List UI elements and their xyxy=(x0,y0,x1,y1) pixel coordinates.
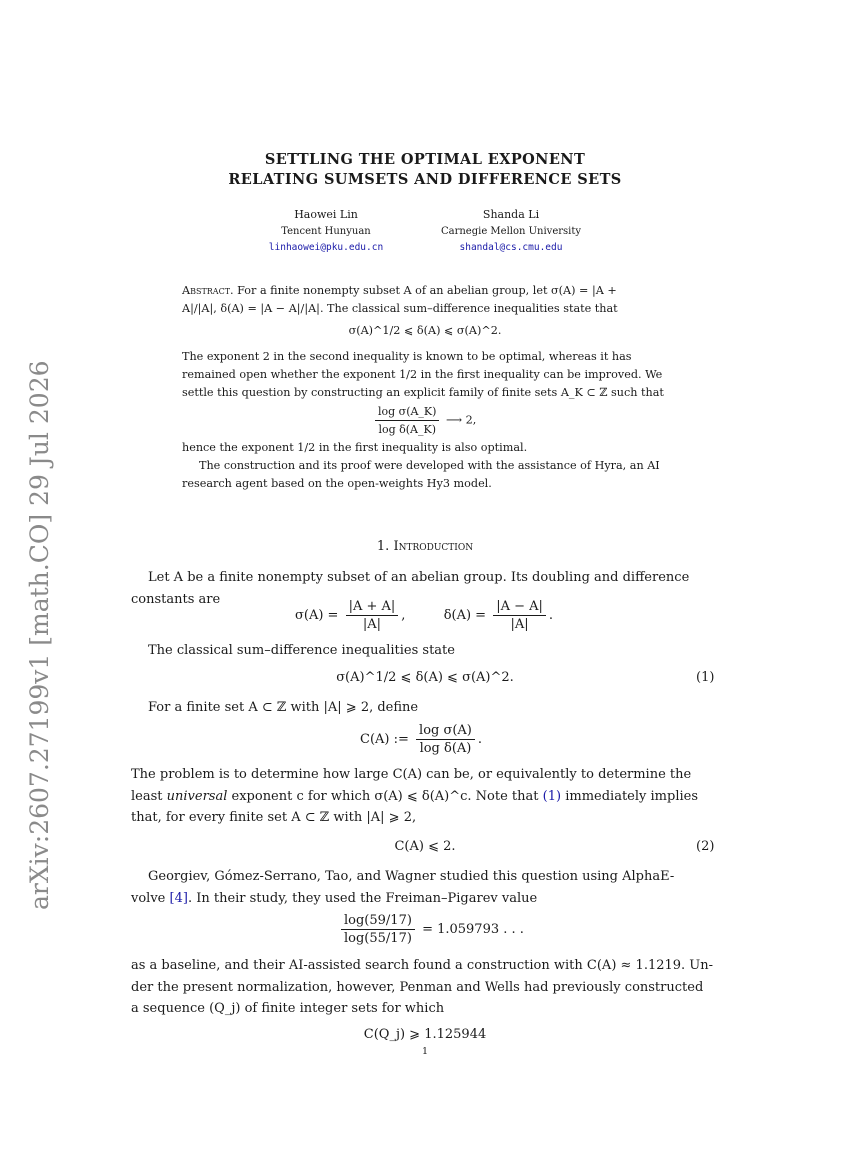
equation-2-number: (2) xyxy=(696,839,715,854)
abstract-paragraph-1: Abstract. For a finite nonempty subset A of an abelian group, let σ(A) = |A + A|/|A|, δ(A) = |A − A|/|A|. The classical sum–difference inequalities state that xyxy=(182,284,618,315)
author-email-link[interactable]: linhaowei@pku.edu.cn xyxy=(268,242,384,253)
doubling-difference-definition: σ(A) = $\frac{|A + A|}{|A|}$ , δ(A) = $\frac{|A - A|}{|A|}$ . xyxy=(295,599,554,632)
abstract-label: Abstract. xyxy=(182,284,234,297)
abstract-paragraph-4: The construction and its proof were developed with the assistance of Hyra, an AI research agent based on the open-weights Hy3 model. xyxy=(182,459,660,490)
equation-1-number: (1) xyxy=(696,670,715,685)
author-affiliation: Carnegie Mellon University xyxy=(440,226,582,237)
equation-3: C(Q_j) ⩾ 1.125944 xyxy=(363,1027,487,1042)
abstract-paragraph-3: hence the exponent 1/2 in the first inequality is also optimal. xyxy=(182,441,528,454)
author-block-1 xyxy=(246,208,406,253)
equation-2: C(A) ⩽ 2. xyxy=(394,839,456,854)
body-paragraph-5: Georgiev, Gómez-Serrano, Tao, and Wagner studied this question using AlphaE- volve [4]. In their study, they used the Freiman–Pigarev value xyxy=(131,869,675,906)
equation-1: σ(A)^1/2 ⩽ δ(A) ⩽ σ(A)^2. xyxy=(336,670,514,685)
abstract-equation-1: σ(A)^1/2 ⩽ δ(A) ⩽ σ(A)^2. xyxy=(348,324,502,337)
author-name: Haowei Lin xyxy=(294,208,358,221)
arxiv-sidebar-label: arXiv:2607.27199v1 [math.CO] 29 Jul 2026 xyxy=(25,360,54,910)
page-number: 1 xyxy=(421,1046,429,1057)
paper-title-line-2: RELATING SUMSETS AND DIFFERENCE SETS xyxy=(228,171,622,188)
author-name: Shanda Li xyxy=(482,208,540,221)
C-definition: C(A) := $\frac{\text{log σ(A)}}{\text{log δ(A)}}$ . xyxy=(360,723,483,756)
section-heading: 1. Introduction xyxy=(376,539,474,554)
author-block-2 xyxy=(421,208,601,253)
body-paragraph-1: Let A be a finite nonempty subset of an abelian group. Its doubling and difference constants are xyxy=(131,570,690,607)
abstract-paragraph-2: The exponent 2 in the second inequality is known to be optimal, whereas it has remained open whether the exponent 1/2 in the first inequality can be improved. We settle this question by constructing an explicit family of finite sets A_K ⊂ ℤ such that xyxy=(182,350,664,399)
paper-title-line-1: SETTLING THE OPTIMAL EXPONENT xyxy=(264,151,586,168)
body-paragraph-6: as a baseline, and their AI-assisted search found a construction with C(A) ≈ 1.1219. Un- der the present normalization, however, Penman and Wells had previously constructed a sequence (Q_j) of finite integer sets for which xyxy=(131,958,714,1016)
author-email-link[interactable]: shandal@cs.cmu.edu xyxy=(459,242,563,253)
freiman-pigarev-value: $\frac{\log(59/17)}{\log(55/17)}$ = 1.059793 . . . xyxy=(338,912,598,947)
body-paragraph-3: For a finite set A ⊂ ℤ with |A| ⩾ 2, define xyxy=(148,700,419,715)
equation-reference-link[interactable]: (1) xyxy=(542,788,562,804)
body-paragraph-4: The problem is to determine how large C(A) can be, or equivalently to determine the least universal exponent c for which σ(A) ⩽ δ(A)^c. Note that (1) immediately implies that, for every finite set A ⊂ ℤ with |A| ⩾ 2, xyxy=(131,767,698,825)
citation-link[interactable]: [4] xyxy=(169,890,188,906)
body-paragraph-2: The classical sum–difference inequalities state xyxy=(148,643,455,658)
author-affiliation: Tencent Hunyuan xyxy=(281,226,371,237)
abstract-equation-2: $\frac{\text{log σ(A\_K)}}{\text{log δ(A\_K)}}$ ⟶ 2, xyxy=(372,403,572,438)
